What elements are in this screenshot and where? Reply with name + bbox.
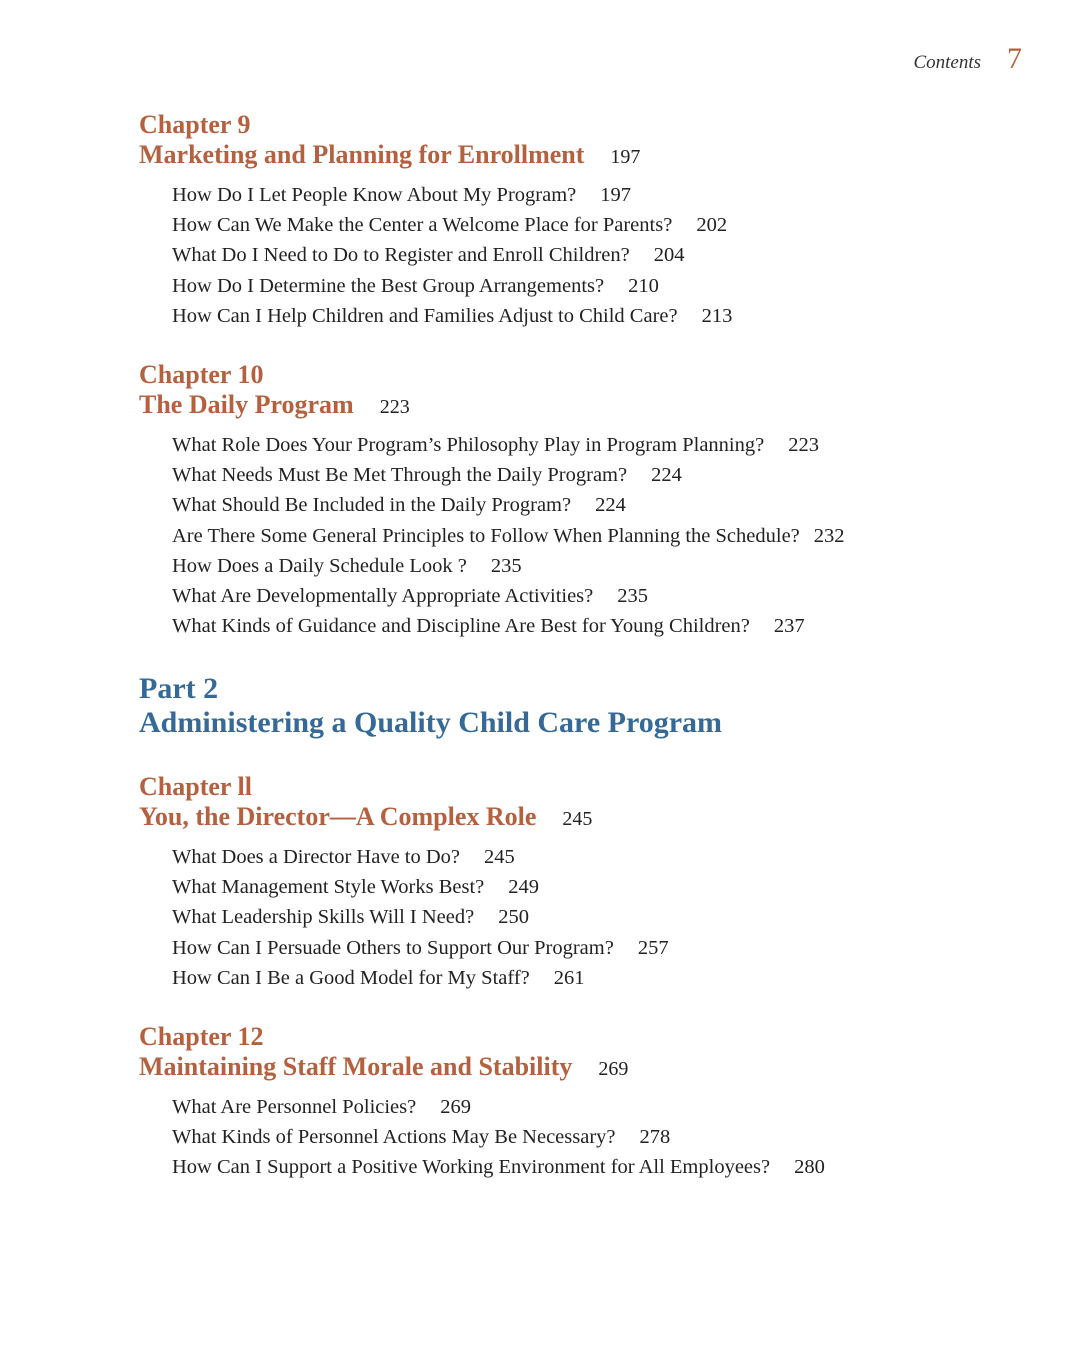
- toc-entry: How Can I Help Children and Families Adjust to Child Care? 213: [172, 304, 733, 327]
- toc-entry: How Do I Determine the Best Group Arrangements? 210: [172, 274, 659, 297]
- chapter-10-entries: [172, 430, 845, 641]
- toc-entry: What Leadership Skills Will I Need? 250: [172, 906, 529, 929]
- header-page-number: 7: [1007, 42, 1022, 75]
- chapter-11-page: 245: [562, 808, 593, 830]
- chapter-11-label: Chapter ll: [139, 772, 252, 801]
- chapter-11-section: [139, 772, 669, 993]
- part-2-label: Part 2: [139, 672, 219, 705]
- chapter-12-page: 269: [598, 1058, 629, 1080]
- chapter-9-title: Marketing and Planning for Enrollment: [139, 140, 585, 169]
- chapter-10-page: 223: [379, 396, 410, 418]
- toc-entry: What Are Developmentally Appropriate Activities? 235: [172, 585, 649, 608]
- chapter-11-title: You, the Director—A Complex Role: [139, 802, 537, 831]
- toc-entry: How Does a Daily Schedule Look ? 235: [172, 554, 522, 577]
- chapter-10-title: The Daily Program: [139, 390, 354, 419]
- toc-entry: How Can We Make the Center a Welcome Place for Parents? 202: [172, 214, 728, 237]
- chapter-10-label: Chapter 10: [139, 360, 264, 389]
- header-label: Contents: [913, 52, 981, 73]
- toc-entry: How Can I Be a Good Model for My Staff? 261: [172, 966, 585, 989]
- toc-entry: What Should Be Included in the Daily Program? 224: [172, 494, 626, 517]
- chapter-9-section: [139, 110, 732, 331]
- part-2-section: [139, 672, 722, 740]
- chapter-11-entries: [172, 842, 669, 993]
- toc-entry: What Kinds of Personnel Actions May Be Necessary? 278: [172, 1126, 671, 1149]
- chapter-12-entries: [172, 1092, 825, 1183]
- toc-entry: How Can I Support a Positive Working Environment for All Employees? 280: [172, 1156, 825, 1179]
- toc-entry: What Are Personnel Policies? 269: [172, 1096, 471, 1118]
- chapter-12-title: Maintaining Staff Morale and Stability: [139, 1052, 573, 1081]
- chapter-9-label: Chapter 9: [139, 110, 251, 139]
- toc-entry: What Kinds of Guidance and Discipline Are Best for Young Children? 237: [172, 615, 805, 638]
- part-2-title: Administering a Quality Child Care Program: [139, 706, 723, 739]
- chapter-9-page: 197: [610, 146, 641, 168]
- toc-entry: Are There Some General Principles to Follow When Planning the Schedule? 232: [172, 524, 845, 547]
- chapter-12-section: [139, 1022, 825, 1183]
- toc-entry: How Do I Let People Know About My Program? 197: [172, 184, 632, 206]
- toc-entry: What Do I Need to Do to Register and Enroll Children? 204: [172, 244, 685, 267]
- chapter-9-entries: [172, 180, 732, 331]
- toc-entry: What Needs Must Be Met Through the Daily Program? 224: [172, 464, 682, 487]
- running-header: [913, 42, 1022, 76]
- chapter-10-section: [139, 360, 845, 641]
- toc-entry: What Management Style Works Best? 249: [172, 876, 539, 899]
- toc-entry: How Can I Persuade Others to Support Our Program? 257: [172, 936, 669, 959]
- toc-entry: What Role Does Your Program’s Philosophy Play in Program Planning? 223: [172, 434, 819, 456]
- toc-entry: What Does a Director Have to Do? 245: [172, 846, 515, 868]
- chapter-12-label: Chapter 12: [139, 1022, 264, 1051]
